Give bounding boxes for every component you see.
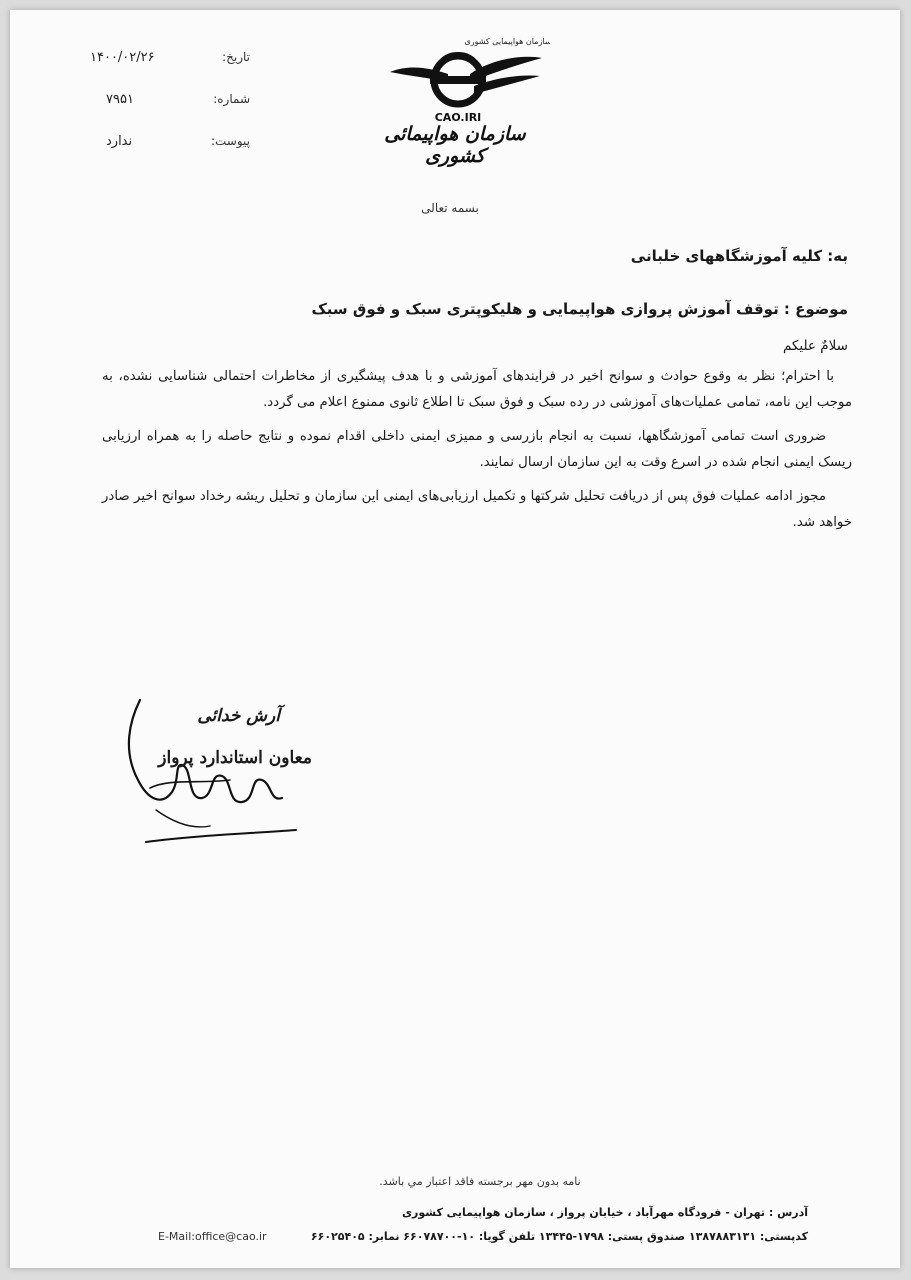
- greeting: سلامٌ علیکم: [782, 338, 848, 354]
- date-label: تاریخ:: [222, 50, 250, 64]
- signatory-title: معاون استاندارد پرواز: [158, 748, 312, 768]
- subject-line: موضوع : توقف آموزش پروازی هواپیمایی و هلیکوپتری سبک و فوق سبک: [311, 300, 848, 318]
- signature-block: [110, 680, 320, 850]
- number-value: ۷۹۵۱: [106, 92, 134, 107]
- attachment-label: پیوست:: [210, 134, 250, 148]
- attachment-value: ندارد: [106, 134, 133, 149]
- number-label: شماره:: [213, 92, 250, 106]
- org-name: سازمان هواپیمائی کشوری: [384, 123, 526, 167]
- recipient-line: به: کلیه آموزشگاههای خلبانی: [630, 247, 848, 265]
- logo-tagline: سازمان هواپیمایی کشوری: [464, 37, 550, 46]
- body-paragraph: با احترام؛ نظر به وقوع حوادث و سوانح اخیر در فرایندهای آموزشی و با هدف پیشگیری از مخاطرات احتمالی شناسایی نشده، به موجب این نامه، تمامی عملیات‌های آموزشی در رده سبک و فوق سبک تا اطلاع ثانوی ممنوع اعلام می گردد.: [102, 369, 852, 410]
- number-row: [90, 92, 250, 110]
- attachment-row: [90, 134, 250, 152]
- letter-page: [10, 10, 900, 1268]
- body-paragraph: ضروری است تمامی آموزشگاهها، نسبت به انجام بازرسی و ممیزی ایمنی داخلی اقدام نموده و نتایج حاصله را به همراه ارزیابی ریسک ایمنی انجام شده در اسرع وقت به این سازمان ارسال نمایند.: [102, 429, 852, 470]
- body-paragraph: مجوز ادامه عملیات فوق پس از دریافت تحلیل شرکتها و تکمیل ارزیابی‌های ایمنی این سازمان و تحلیل ریشه رخداد سوانح اخیر صادر خواهد شد.: [102, 489, 852, 530]
- footer-email: E-Mail:office@cao.ir: [158, 1230, 267, 1243]
- footer-contact: کدپستی: ۱۳۸۷۸۸۳۱۳۱ صندوق پستی: ۱۷۹۸-۱۳۴۴۵ تلفن گویا: ۱۰-۶۶۰۷۸۷۰۰ نمابر: ۶۶۰۲۵۴۰۵: [310, 1230, 808, 1243]
- footer-validity-note: نامه بدون مهر برجسته فاقد اعتبار مي باشد.: [379, 1175, 581, 1188]
- cao-emblem-icon: [370, 24, 550, 124]
- logo-code: CAO.IRI: [434, 111, 482, 124]
- footer-address: آدرس : تهران - فرودگاه مهرآباد ، خیابان پرواز ، سازمان هواپیمایی کشوری: [401, 1206, 808, 1219]
- letter-body: [102, 364, 852, 544]
- signatory-name: آرش خدائی: [197, 706, 280, 726]
- date-row: [90, 50, 250, 68]
- date-value: ۱۴۰۰/۰۲/۲۶: [90, 50, 155, 65]
- bismillah: بسمه تعالی: [421, 201, 479, 215]
